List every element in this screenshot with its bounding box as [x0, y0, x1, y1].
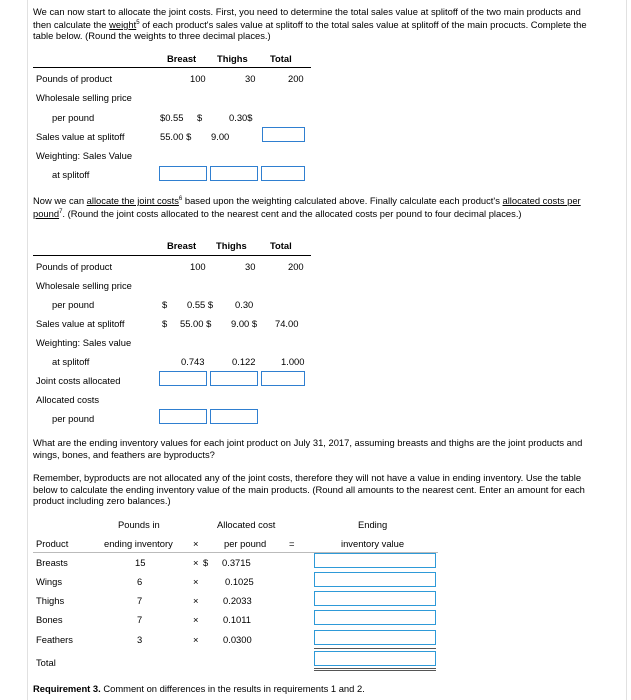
- t3-row-times: ×: [193, 614, 199, 625]
- t2-alloc-per-pound-label: per pound: [52, 413, 95, 424]
- t1-sales-total-input[interactable]: [262, 127, 305, 142]
- t3-row-cost: 0.3715: [222, 557, 251, 568]
- t3-total-input[interactable]: [314, 651, 436, 666]
- t2-pounds-label: Pounds of product: [36, 261, 113, 272]
- t3-row-pounds: 6: [137, 576, 143, 587]
- t2-weighting-label: Weighting: Sales value: [36, 337, 132, 348]
- t2-wholesale-label: Wholesale selling price: [36, 280, 132, 291]
- t2-wsp-breast: 0.55 $: [187, 299, 214, 310]
- t3-row-product: Feathers: [36, 634, 73, 645]
- t2-header-total: Total: [270, 240, 292, 251]
- t2-wsp-dollar: $: [162, 299, 168, 310]
- t3-row-pounds: 7: [137, 595, 143, 606]
- t1-pounds-breast: 100: [190, 73, 206, 84]
- t3-row-pounds: 7: [137, 614, 143, 625]
- t1-pounds-thighs: 30: [245, 73, 256, 84]
- t3-row-value-input[interactable]: [314, 572, 436, 587]
- t3-row-cost: 0.0300: [223, 634, 252, 645]
- t3-row-cost: 0.1025: [225, 576, 254, 587]
- t3-header-equals: =: [289, 538, 295, 549]
- t3-header-inventory-value: inventory value: [341, 538, 405, 549]
- t2-alloc-breast-input[interactable]: [159, 409, 207, 424]
- t1-weight-thighs-input[interactable]: [210, 166, 258, 181]
- t2-allocated-costs-label: Allocated costs: [36, 394, 100, 405]
- t1-weighting-label: Weighting: Sales Value: [36, 150, 133, 161]
- t2-weight-breast: 0.743: [181, 356, 205, 367]
- allocated-costs-per-pound-link[interactable]: allocated costs per pound: [33, 195, 581, 219]
- t2-pounds-thighs: 30: [245, 261, 256, 272]
- t2-per-pound-label: per pound: [52, 299, 95, 310]
- t3-row-product: Thighs: [36, 595, 65, 606]
- t1-at-splitoff-label: at splitoff: [52, 169, 90, 180]
- t1-pounds-total: 200: [288, 73, 304, 84]
- t1-header-rule: [33, 67, 311, 68]
- t2-weight-total: 1.000: [281, 356, 305, 367]
- t2-sales-total: 74.00: [275, 318, 299, 329]
- t3-header-ending-inventory: ending inventory: [104, 538, 173, 549]
- t2-joint-thighs-input[interactable]: [210, 371, 258, 386]
- t3-row-value-input[interactable]: [314, 630, 436, 645]
- t3-row-value-input[interactable]: [314, 553, 436, 568]
- t2-sales-thighs: 9.00 $: [231, 318, 258, 329]
- t1-sales-breast: 55.00 $: [160, 131, 192, 142]
- t2-pounds-total: 200: [288, 261, 304, 272]
- t3-header-per-pound: per pound: [224, 538, 267, 549]
- t1-header-breast: Breast: [167, 53, 197, 64]
- t2-wsp-thighs: 0.30: [235, 299, 254, 310]
- t3-header-times: ×: [193, 538, 199, 549]
- t3-total-double-rule-b: [314, 670, 436, 671]
- t2-header-thighs: Thighs: [216, 240, 247, 251]
- t1-wsp-breast: $0.55: [160, 112, 184, 123]
- t2-pounds-breast: 100: [190, 261, 206, 272]
- weight-link[interactable]: weight: [109, 18, 137, 30]
- t2-sales-label: Sales value at splitoff: [36, 318, 125, 329]
- t1-sales-thighs: 9.00: [211, 131, 230, 142]
- t1-header-thighs: Thighs: [217, 53, 248, 64]
- allocate-joint-costs-link[interactable]: allocate the joint costs: [86, 195, 179, 207]
- t3-row-pounds: 15: [135, 557, 146, 568]
- requirement-3: Requirement 3. Comment on differences in the results in requirements 1 and 2.: [33, 683, 365, 694]
- t3-row-product: Breasts: [36, 557, 68, 568]
- t3-row-product: Wings: [36, 576, 63, 587]
- t3-total-double-rule-a: [314, 668, 436, 669]
- t1-sales-label: Sales value at splitoff: [36, 131, 125, 142]
- t2-joint-costs-label: Joint costs allocated: [36, 375, 121, 386]
- t3-row-value-input[interactable]: [314, 591, 436, 606]
- question-paragraph: What are the ending inventory values for each joint product on July 31, 2017, assuming breasts and thighs are the joint products and wings, bones, and feathers are byproducts?: [33, 437, 583, 460]
- t1-per-pound-label: per pound: [52, 112, 95, 123]
- t3-total-label: Total: [36, 657, 56, 668]
- t2-header-breast: Breast: [167, 240, 197, 251]
- intro-paragraph: We can now start to allocate the joint costs. First, you need to determine the total sales value at splitoff of the two main products and then calculate the weight$^5$ of each product's sales value at splitoff to the total sales value at splitoff of the main procucts. Complete the table below. (Round the weights to three decimal places.): [33, 6, 587, 42]
- t2-sales-breast: 55.00 $: [180, 318, 212, 329]
- t2-joint-breast-input[interactable]: [159, 371, 207, 386]
- t2-at-splitoff-label: at splitoff: [52, 356, 90, 367]
- t3-row-times: ×: [193, 576, 199, 587]
- t3-row-product: Bones: [36, 614, 63, 625]
- t3-row-cost: 0.1011: [223, 614, 251, 625]
- t3-row-times: ×: [193, 634, 199, 645]
- t1-wsp-dollar: $: [197, 112, 203, 123]
- t2-header-rule: [33, 255, 311, 256]
- t3-row-times: ×: [193, 595, 199, 606]
- t3-header-product: Product: [36, 538, 69, 549]
- t3-subtotal-rule: [314, 648, 436, 649]
- t2-alloc-thighs-input[interactable]: [210, 409, 258, 424]
- remember-paragraph: Remember, byproducts are not allocated any of the joint costs, therefore they will not have a value in ending inventory. Use the table below to calculate the ending inventory value of the main products. (Round all amounts to the nearest cent. Enter an amount for each product including zero balances.): [33, 472, 585, 506]
- t2-joint-total-input[interactable]: [261, 371, 305, 386]
- t3-header-ending: Ending: [358, 519, 388, 530]
- t1-header-total: Total: [270, 53, 292, 64]
- t2-weight-thighs: 0.122: [232, 356, 256, 367]
- t3-row-pounds: 3: [137, 634, 143, 645]
- t3-header-pounds-in: Pounds in: [118, 519, 160, 530]
- allocation-paragraph: Now we can allocate the joint costs$^6$ based upon the weighting calculated above. Finally calculate each product's allocated costs per pound$^7$. (Round the joint costs allocated to the nearest cent and the allocated costs per pound to four decimal places.): [33, 195, 581, 219]
- t3-row-value-input[interactable]: [314, 610, 436, 625]
- t1-wholesale-label: Wholesale selling price: [36, 92, 132, 103]
- t3-header-allocated-cost: Allocated cost: [217, 519, 276, 530]
- t3-row-times: ×: [193, 557, 199, 568]
- t1-wsp-thighs: 0.30$: [229, 112, 253, 123]
- t1-weight-breast-input[interactable]: [159, 166, 207, 181]
- t1-weight-total-input[interactable]: [261, 166, 305, 181]
- t1-pounds-label: Pounds of product: [36, 73, 113, 84]
- t3-row-cost: 0.2033: [223, 595, 252, 606]
- t3-row-dollar: $: [203, 557, 209, 568]
- t2-sales-dollar: $: [162, 318, 168, 329]
